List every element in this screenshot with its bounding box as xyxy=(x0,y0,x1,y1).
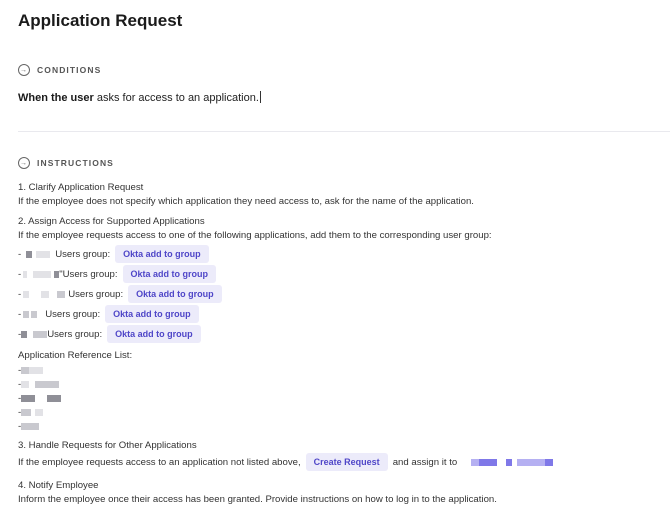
step3-title: 3. Handle Requests for Other Applications xyxy=(18,440,197,451)
redacted-app-name xyxy=(33,331,47,338)
group-row-label: Users group: xyxy=(55,248,111,260)
condition-rest: asks for access to an application. xyxy=(93,92,259,104)
text-cursor xyxy=(260,91,261,103)
condition-lead: When the user xyxy=(18,92,94,104)
conditions-heading[interactable] xyxy=(18,64,101,76)
list-item: - xyxy=(18,379,59,390)
group-row-label: Users group: xyxy=(47,328,103,340)
redacted-app-name xyxy=(21,331,27,338)
redacted-app-name xyxy=(23,311,29,318)
list-item: - xyxy=(18,421,39,432)
redacted-app-name xyxy=(23,271,27,278)
step2-title: 2. Assign Access for Supported Applications xyxy=(18,216,205,227)
group-row: - Users group: Okta add to group xyxy=(18,325,201,343)
group-row: - "Users group: Okta add to group xyxy=(18,265,216,283)
redacted-app-name xyxy=(36,251,50,258)
group-row: - Users group: Okta add to group xyxy=(18,285,222,303)
redacted-app-name xyxy=(41,291,49,298)
redacted-app-name xyxy=(26,251,32,258)
group-row: - Users group: Okta add to group xyxy=(18,245,209,263)
list-item: - xyxy=(18,365,43,376)
step1-title: 1. Clarify Application Request xyxy=(18,182,144,193)
group-row: - Users group: Okta add to group xyxy=(18,305,199,323)
redacted-app-name xyxy=(57,291,65,298)
okta-add-to-group-chip[interactable]: Okta add to group xyxy=(115,245,209,263)
okta-add-to-group-chip[interactable]: Okta add to group xyxy=(105,305,199,323)
page-title: Application Request xyxy=(18,11,183,30)
group-row-label: "Users group: xyxy=(59,268,118,280)
step2-body: If the employee requests access to one of the following applications, add them to the corresponding user group: xyxy=(18,230,492,241)
reference-list-title: Application Reference List: xyxy=(18,350,133,361)
redacted-app-name xyxy=(31,311,37,318)
redacted-app-name xyxy=(23,291,29,298)
redacted-assignee xyxy=(545,459,553,466)
section-divider xyxy=(18,131,670,132)
okta-add-to-group-chip[interactable]: Okta add to group xyxy=(107,325,201,343)
redacted-assignee xyxy=(506,459,512,466)
list-item: - xyxy=(18,393,61,404)
conditions-heading-label: CONDITIONS xyxy=(37,65,102,75)
arrow-circle-right-icon: → xyxy=(18,157,30,169)
step3-body: If the employee requests access to an application not listed above, Create Request and assign it to xyxy=(18,453,553,471)
step4-body: Inform the employee once their access has been granted. Provide instructions on how to log in to the application. xyxy=(18,494,497,505)
instructions-heading[interactable] xyxy=(18,157,114,169)
okta-add-to-group-chip[interactable]: Okta add to group xyxy=(128,285,222,303)
list-item: - xyxy=(18,407,43,418)
step1-body: If the employee does not specify which application they need access to, ask for the name of the application. xyxy=(18,196,474,207)
step4-title: 4. Notify Employee xyxy=(18,480,99,491)
redacted-assignee xyxy=(471,459,479,466)
redacted-assignee xyxy=(517,459,545,466)
arrow-circle-right-icon: → xyxy=(18,64,30,76)
group-row-label: Users group: xyxy=(45,308,101,320)
condition-text[interactable] xyxy=(18,91,261,104)
group-row-label: Users group: xyxy=(68,288,124,300)
create-request-chip[interactable]: Create Request xyxy=(306,453,388,471)
redacted-assignee xyxy=(479,459,497,466)
redacted-app-name xyxy=(33,271,51,278)
okta-add-to-group-chip[interactable]: Okta add to group xyxy=(123,265,217,283)
instructions-heading-label: INSTRUCTIONS xyxy=(37,158,114,168)
